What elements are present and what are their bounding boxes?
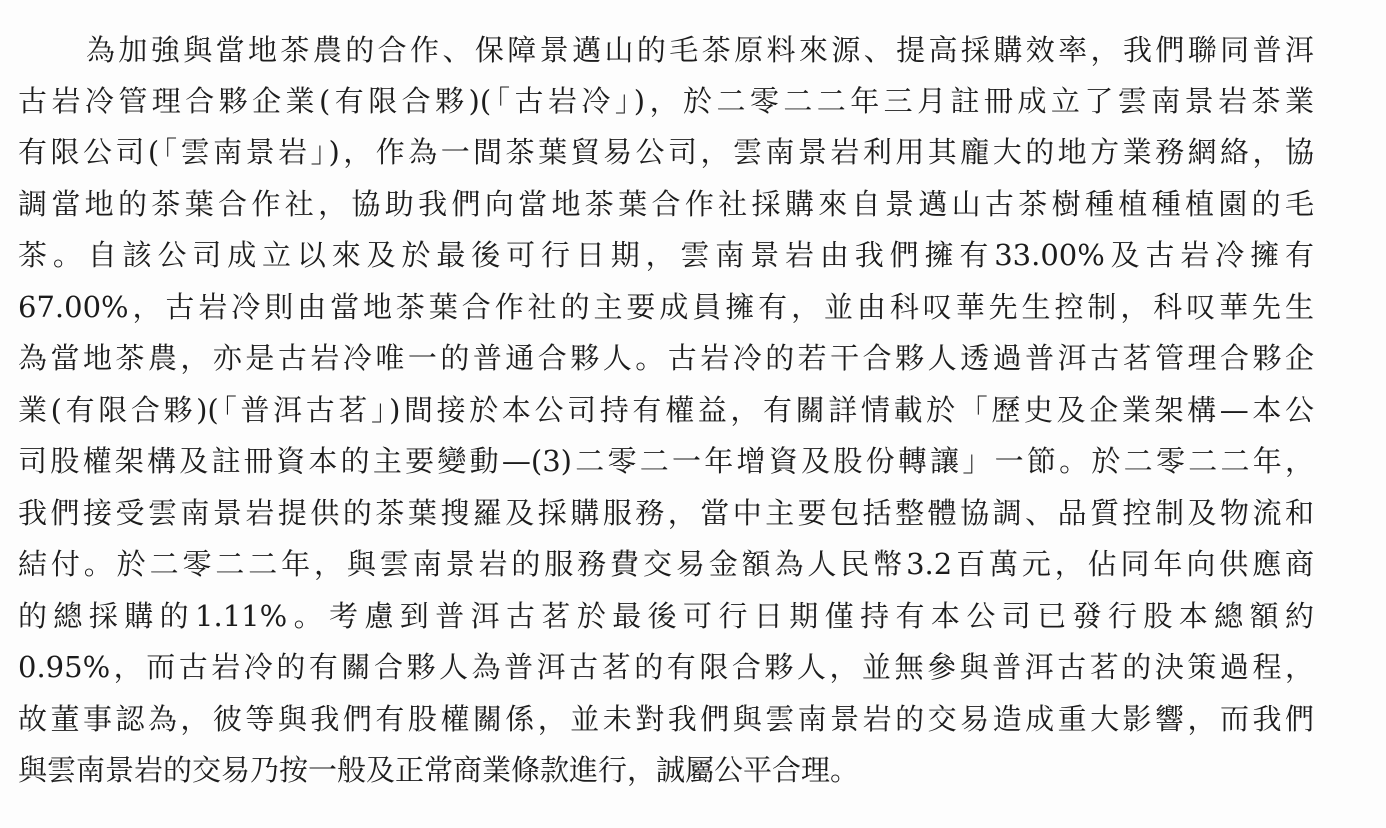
paragraph-line-7: 為當地茶農，亦是古岩冷唯一的普通合夥人。古岩冷的若干合夥人透過普洱古茗管理合夥企 xyxy=(18,341,1314,375)
paragraph-line-8: 業(有限合夥)(「普洱古茗」)間接於本公司持有權益，有關詳情載於「歷史及企業架構—本公 xyxy=(18,393,1314,427)
paragraph-line-12: 的總採購的1.11%。考慮到普洱古茗於最後可行日期僅持有本公司已發行股本總額約 xyxy=(18,599,1314,633)
paragraph-line-6: 67.00%，古岩冷則由當地茶葉合作社的主要成員擁有，並由科叹華先生控制，科叹華先生 xyxy=(18,290,1314,324)
paragraph-line-1: 為加強與當地茶農的合作、保障景邁山的毛茶原料來源、提高採購效率，我們聯同普洱 xyxy=(86,33,1314,67)
paragraph-line-14: 故董事認為，彼等與我們有股權關係，並未對我們與雲南景岩的交易造成重大影響，而我們 xyxy=(18,702,1314,736)
paragraph-line-15: 與雲南景岩的交易乃按一般及正常商業條款進行，誠屬公平合理。 xyxy=(18,753,860,787)
paragraph-line-3: 有限公司(「雲南景岩」)，作為一間茶葉貿易公司，雲南景岩利用其龐大的地方業務網絡，協 xyxy=(18,135,1314,169)
paragraph-line-10: 我們接受雲南景岩提供的茶葉搜羅及採購服務，當中主要包括整體協調、品質控制及物流和 xyxy=(18,496,1314,530)
paragraph-line-11: 結付。於二零二二年，與雲南景岩的服務費交易金額為人民幣3.2百萬元，佔同年向供應商 xyxy=(18,547,1314,581)
paragraph-line-2: 古岩冷管理合夥企業(有限合夥)(「古岩冷」)，於二零二二年三月註冊成立了雲南景岩茶業 xyxy=(18,84,1314,118)
paragraph-line-13: 0.95%，而古岩冷的有關合夥人為普洱古茗的有限合夥人，並無參與普洱古茗的決策過程， xyxy=(18,650,1314,684)
paragraph-line-5: 茶。自該公司成立以來及於最後可行日期，雲南景岩由我們擁有33.00%及古岩冷擁有 xyxy=(18,238,1314,272)
paragraph-line-4: 調當地的茶葉合作社，協助我們向當地茶葉合作社採購來自景邁山古茶樹種植種植園的毛 xyxy=(18,187,1314,221)
paragraph-line-9: 司股權架構及註冊資本的主要變動—(3)二零二一年增資及股份轉讓」一節。於二零二二年， xyxy=(18,444,1314,478)
